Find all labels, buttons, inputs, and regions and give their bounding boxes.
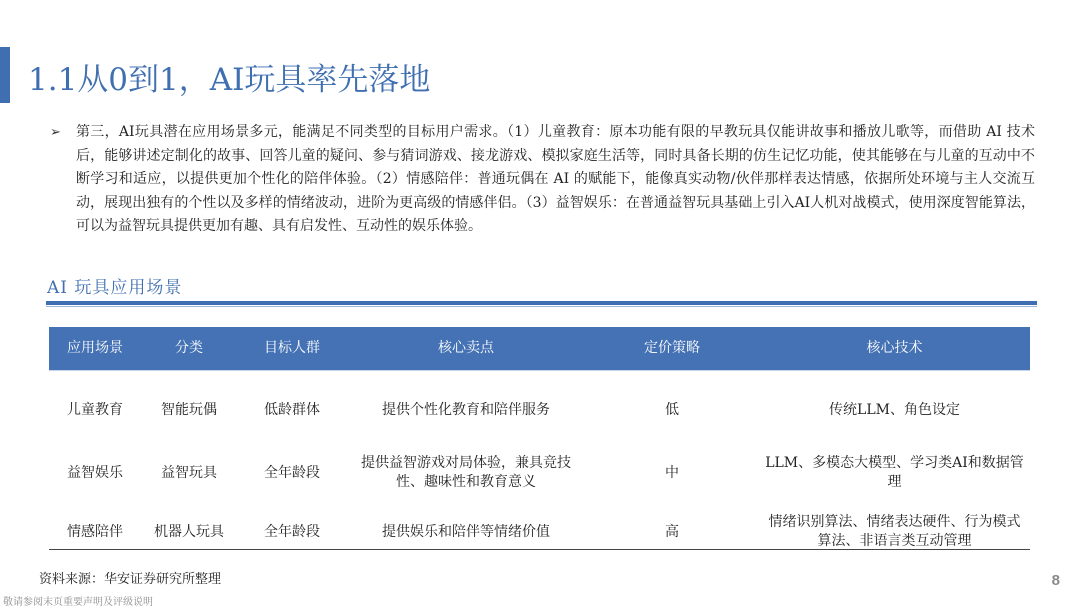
table-cell: 传统LLM、角色设定 (829, 402, 960, 418)
table-cell: 中 (665, 464, 679, 481)
bullet-paragraph (50, 121, 1035, 239)
table-cell: 提供娱乐和陪伴等情绪价值 (382, 523, 550, 540)
table-cell: 全年龄段 (264, 464, 320, 481)
bullet-arrow-icon: ➢ (50, 125, 61, 140)
header-cell: 应用场景 (67, 340, 123, 356)
table-cell: 情感陪伴 (67, 523, 123, 540)
table-header-row (49, 327, 1030, 370)
table-cell: 低龄群体 (264, 402, 320, 418)
table-cell: 提供个性化教育和陪伴服务 (382, 402, 550, 418)
table-cell: 高 (665, 523, 679, 540)
table-cell: 机器人玩具 (154, 523, 224, 540)
section-divider-thin (46, 306, 1037, 307)
section-label: AI 玩具应用场景 (47, 278, 183, 298)
table-cell: 智能玩偶 (161, 402, 217, 418)
table-cell: 儿童教育 (67, 402, 123, 418)
table-cell: LLM、多模态大模型、学习类AI和数据管理 (765, 455, 1024, 490)
scenario-table (49, 327, 1030, 561)
header-cell: 核心卖点 (438, 340, 494, 356)
table-cell: 益智玩具 (161, 464, 217, 481)
table-row (49, 443, 1030, 503)
table-header-underline (49, 370, 1030, 371)
disclaimer-link[interactable]: 敬请参阅末页重要声明及评级说明 (3, 597, 153, 608)
table-cell: 益智娱乐 (67, 464, 123, 481)
table-row (49, 378, 1030, 443)
source-note: 资料来源：华安证券研究所整理 (39, 572, 222, 587)
table-cell: 情绪识别算法、情绪表达硬件、行为模式算法、非语言类互动管理 (768, 514, 1021, 549)
table-bottom-border (49, 549, 1030, 550)
page-number: 8 (1051, 572, 1060, 589)
table-cell: 全年龄段 (264, 523, 320, 540)
header-cell: 分类 (175, 340, 203, 356)
section-divider (46, 301, 1037, 305)
page-title: 1.1从0到1，AI玩具率先落地 (28, 62, 431, 98)
header-cell: 目标人群 (264, 340, 320, 356)
header-cell: 核心技术 (866, 340, 923, 356)
table-cell: 提供益智游戏对局体验，兼具竞技性、趣味性和教育意义 (361, 455, 571, 490)
table-row (49, 503, 1030, 561)
bullet-text: 第三，AI玩具潜在应用场景多元，能满足不同类型的目标用户需求。（1）儿童教育：原本功能有限的早教玩具仅能讲故事和播放儿歌等，而借助 AI 技术后，能够讲述定制化的故事、回答儿童的疑问、参与猜词游戏、接龙游戏、模拟家庭生活等，同时具备长期的仿生记忆功能，使其能够在与儿童的互动中不断学习和适应，以提供更加个性化的陪伴体验。（2）情感陪伴：普通玩偶在 AI 的赋能下，能像真实动物/伙伴那样表达情感，依据所处环境与主人交流互动，展现出独有的个性以及多样的情绪波动，进阶为更高级的情感伴侣。（3）益智娱乐：在普通益智玩具基础上引入AI人机对战模式，使用深度智能算法，可以为益智玩具提供更加有趣、具有启发性、互动性的娱乐体验。 (76, 124, 1035, 234)
header-cell: 定价策略 (644, 340, 700, 356)
title-accent-bar (0, 47, 10, 103)
table-cell: 低 (665, 402, 679, 418)
